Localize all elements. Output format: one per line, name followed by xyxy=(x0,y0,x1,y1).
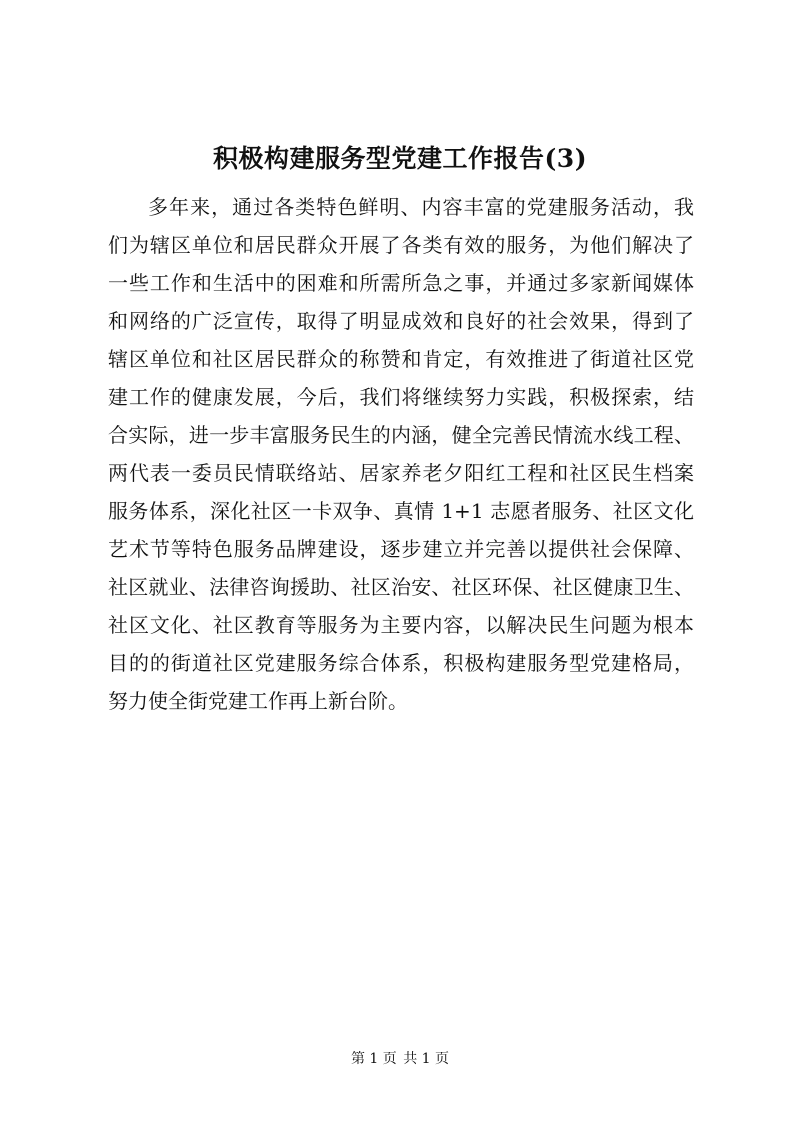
paragraph-line: 建工作的健康发展，今后，我们将继续努力实践，积极探索，结 xyxy=(108,385,694,409)
paragraph-line: 目的的街道社区党建服务综合体系，积极构建服务型党建格局， xyxy=(108,651,694,675)
body-paragraph xyxy=(108,188,694,720)
paragraph-line: 合实际，进一步丰富服务民生的内涵，健全完善民情流水线工程、 xyxy=(108,423,694,447)
paragraph-line: 社区就业、法律咨询援助、社区治安、社区环保、社区健康卫生、 xyxy=(108,575,694,599)
paragraph-line: 服务体系，深化社区一卡双争、真情 1+1 志愿者服务、社区文化 xyxy=(108,499,694,523)
paragraph-line: 和网络的广泛宣传，取得了明显成效和良好的社会效果，得到了 xyxy=(108,309,694,333)
paragraph-line: 努力使全街党建工作再上新台阶。 xyxy=(108,689,408,713)
paragraph-line: 社区文化、社区教育等服务为主要内容，以解决民生问题为根本 xyxy=(108,613,694,637)
document-title: 积极构建服务型党建工作报告(3) xyxy=(212,144,588,173)
paragraph-line: 辖区单位和社区居民群众的称赞和肯定，有效推进了街道社区党 xyxy=(108,347,694,371)
page-footer xyxy=(0,1049,800,1069)
page-number: 第 1 页 xyxy=(350,1051,397,1067)
paragraph-line: 艺术节等特色服务品牌建设，逐步建立并完善以提供社会保障、 xyxy=(108,537,694,561)
paragraph-line: 两代表一委员民情联络站、居家养老夕阳红工程和社区民生档案 xyxy=(108,461,694,485)
page-total: 共 1 页 xyxy=(403,1051,450,1067)
paragraph-line: 多年来，通过各类特色鲜明、内容丰富的党建服务活动，我 xyxy=(148,195,694,219)
paragraph-line: 一些工作和生活中的困难和所需所急之事，并通过多家新闻媒体 xyxy=(108,271,694,295)
paragraph-line: 们为辖区单位和居民群众开展了各类有效的服务，为他们解决了 xyxy=(108,233,694,257)
